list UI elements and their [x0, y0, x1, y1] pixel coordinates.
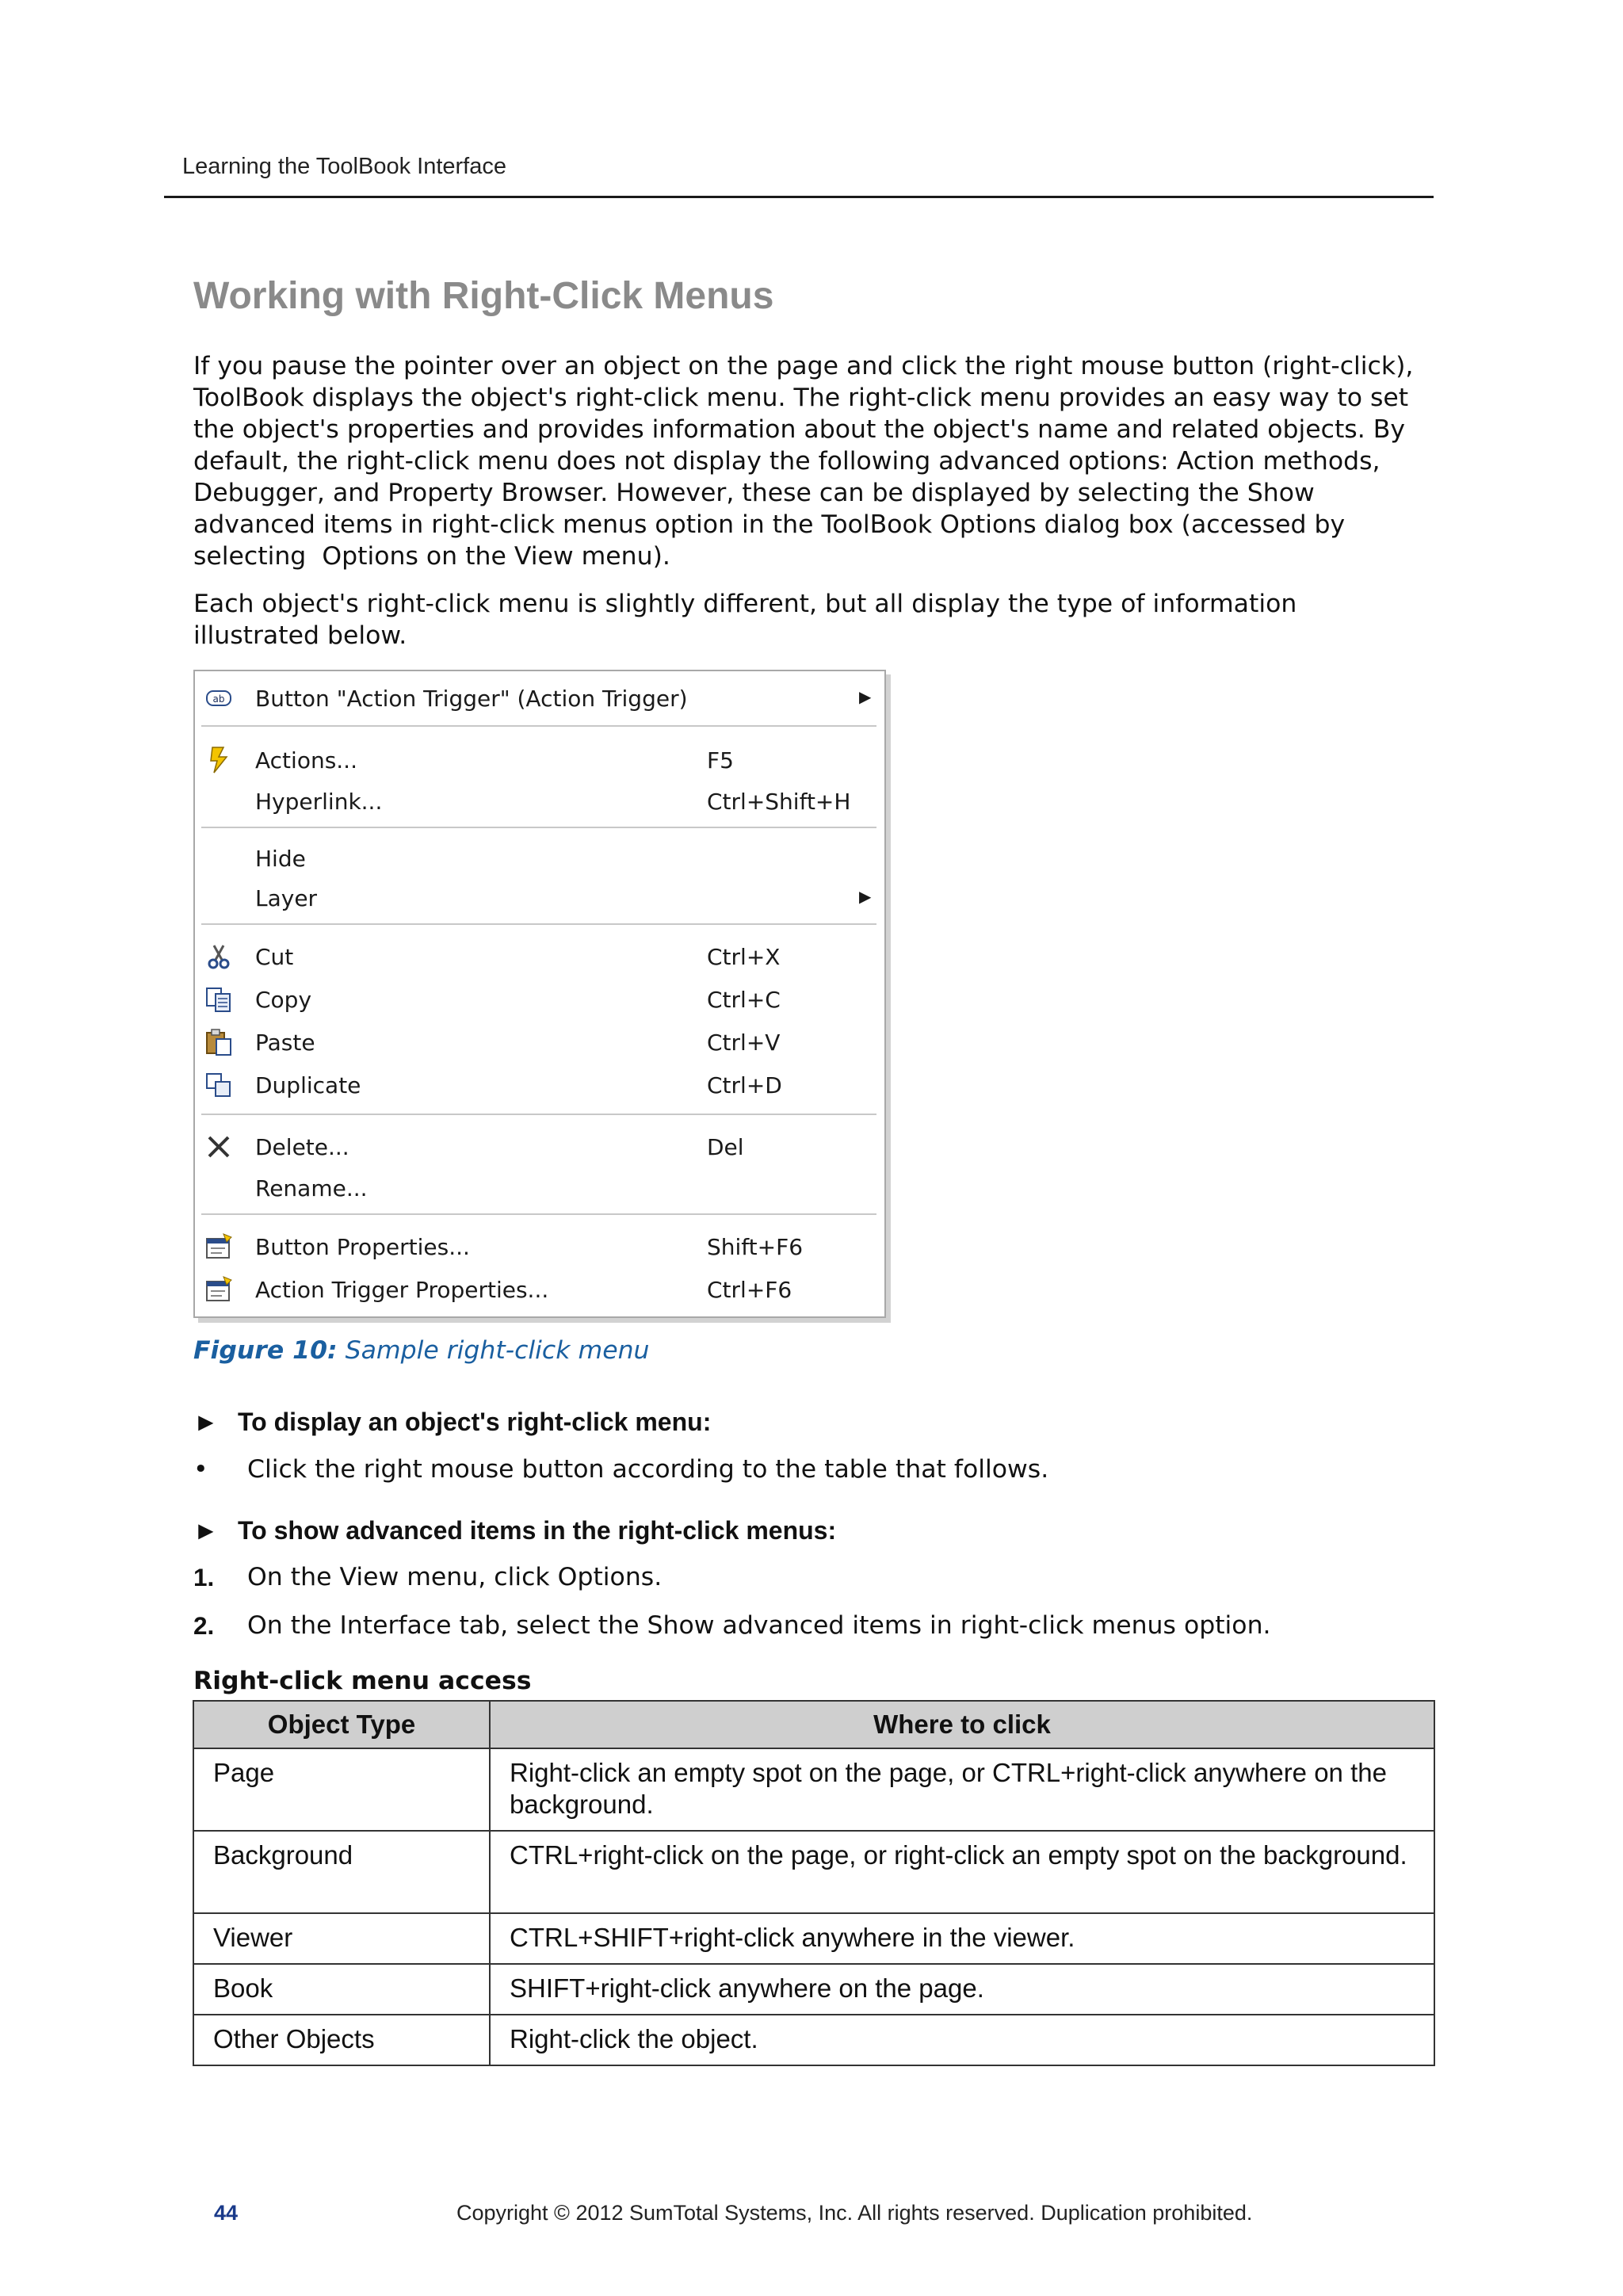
- menu-item-shortcut: Ctrl+X: [707, 944, 781, 970]
- menu-item-button-properties[interactable]: [195, 1228, 884, 1264]
- menu-item-shortcut: Ctrl+C: [707, 987, 781, 1013]
- menu-item-label: Duplicate: [255, 1072, 361, 1098]
- para-line: selecting Options on the View menu).: [193, 542, 670, 571]
- object-type-cell: Book: [193, 1964, 490, 2015]
- procedure-heading-text: To display an object's right-click menu:: [238, 1408, 712, 1436]
- menu-item-delete[interactable]: [195, 1128, 884, 1164]
- menu-item-action-trigger-properties[interactable]: [195, 1270, 884, 1307]
- menu-item-duplicate[interactable]: [195, 1066, 884, 1102]
- procedure-arrow-icon: ►: [193, 1516, 219, 1545]
- object-type-cell: Viewer: [193, 1913, 490, 1964]
- menu-item-label: Actions...: [255, 747, 357, 774]
- menu-item-label: Copy: [255, 987, 312, 1013]
- menu-item-button-action-trigger[interactable]: [195, 679, 884, 716]
- menu-item-label: Hyperlink...: [255, 789, 383, 815]
- object-type-cell: Other Objects: [193, 2015, 490, 2065]
- menu-item-label: Delete...: [255, 1134, 349, 1160]
- where-to-click-cell: Right-click an empty spot on the page, or CTRL+right-click anywhere on the background.: [490, 1748, 1434, 1831]
- menu-item-actions[interactable]: [195, 741, 884, 777]
- para-line: advanced items in right-click menus option in the ToolBook Options dialog box (accessed by: [193, 510, 1346, 539]
- table-caption: Right-click menu access: [193, 1667, 532, 1695]
- menu-separator: [201, 1213, 876, 1215]
- menu-separator: [201, 1114, 876, 1115]
- paste-icon: [204, 1028, 233, 1056]
- submenu-arrow-icon: ▶: [859, 887, 872, 906]
- step-number: 1.: [193, 1563, 215, 1591]
- menu-item-label: Paste: [255, 1030, 315, 1056]
- right-click-access-table: [193, 1700, 1435, 2066]
- table-row: [193, 1913, 1434, 1964]
- para-line: Debugger, and Property Browser. However, these can be displayed by selecting the Show: [193, 479, 1315, 507]
- para-line: the object's properties and provides information about the object's name and related objects. By: [193, 415, 1405, 444]
- copyright-notice: Copyright © 2012 SumTotal Systems, Inc. All rights reserved. Duplication prohibited.: [456, 2201, 1253, 2225]
- menu-separator: [201, 923, 876, 925]
- sample-context-menu: [193, 670, 886, 1318]
- menu-item-shortcut: Shift+F6: [707, 1234, 804, 1260]
- step-text: On the View menu, click Options.: [247, 1563, 663, 1591]
- menu-item-shortcut: Ctrl+Shift+H: [707, 789, 851, 815]
- menu-item-cut[interactable]: [195, 938, 884, 974]
- para-line: If you pause the pointer over an object on the page and click the right mouse button (right-click),: [193, 352, 1414, 380]
- figure-label: Figure 10:: [193, 1336, 338, 1365]
- para-line: ToolBook displays the object's right-click menu. The right-click menu provides an easy way to set: [193, 384, 1409, 412]
- scissors-icon: [204, 942, 233, 971]
- figure-caption-text: Sample right-click menu: [337, 1336, 650, 1365]
- menu-item-label: Cut: [255, 944, 294, 970]
- column-header: Object Type: [193, 1701, 490, 1748]
- menu-item-label: Layer: [255, 885, 318, 911]
- submenu-arrow-icon: ▶: [859, 687, 872, 706]
- procedure-heading-text: To show advanced items in the right-click menus:: [238, 1516, 837, 1545]
- menu-item-rename[interactable]: [195, 1169, 884, 1205]
- para-line: default, the right-click menu does not display the following advanced options: Action methods,: [193, 447, 1381, 476]
- lightning-icon: [204, 746, 233, 774]
- intro-paragraph: [193, 350, 1414, 572]
- procedure-arrow-icon: ►: [193, 1408, 219, 1436]
- menu-item-label: Hide: [255, 846, 306, 872]
- bullet-icon: •: [193, 1455, 208, 1484]
- column-header: Where to click: [490, 1701, 1434, 1748]
- running-header: Learning the ToolBook Interface: [182, 154, 506, 179]
- procedure-heading-display: [193, 1408, 711, 1437]
- menu-item-label: Button "Action Trigger" (Action Trigger): [255, 686, 688, 712]
- step-text: On the Interface tab, select the Show advanced items in right-click menus option.: [247, 1611, 1271, 1640]
- menu-item-label: Button Properties...: [255, 1234, 470, 1260]
- step-number: 2.: [193, 1611, 215, 1640]
- list-item-text: Click the right mouse button according to the table that follows.: [247, 1455, 1049, 1484]
- menu-item-label: Rename...: [255, 1175, 368, 1201]
- where-to-click-cell: Right-click the object.: [490, 2015, 1434, 2065]
- menu-item-hide[interactable]: [195, 839, 884, 876]
- menu-separator: [201, 827, 876, 828]
- object-type-cell: Page: [193, 1748, 490, 1831]
- menu-separator: [201, 725, 876, 727]
- table-row: [193, 1748, 1434, 1831]
- menu-item-copy[interactable]: [195, 980, 884, 1017]
- menu-item-paste[interactable]: [195, 1023, 884, 1060]
- illustration-paragraph: [193, 588, 1414, 651]
- menu-item-shortcut: Ctrl+F6: [707, 1277, 792, 1303]
- menu-item-shortcut: Ctrl+V: [707, 1030, 781, 1056]
- para-line: Each object's right-click menu is slightly different, but all display the type of information: [193, 590, 1297, 618]
- button-ab-icon: [204, 684, 233, 712]
- table-row: [193, 2015, 1434, 2065]
- table-row: [193, 1831, 1434, 1913]
- properties-icon: [204, 1275, 233, 1304]
- menu-item-shortcut: Del: [707, 1134, 744, 1160]
- menu-item-hyperlink[interactable]: [195, 782, 884, 819]
- menu-item-layer[interactable]: [195, 879, 884, 915]
- duplicate-icon: [204, 1071, 233, 1099]
- menu-item-shortcut: Ctrl+D: [707, 1072, 782, 1098]
- menu-item-label: Action Trigger Properties...: [255, 1277, 549, 1303]
- svg-text:ab: ab: [212, 693, 225, 705]
- delete-x-icon: [204, 1133, 233, 1161]
- header-rule: [164, 196, 1434, 198]
- procedure-heading-advanced: [193, 1516, 836, 1545]
- section-title: Working with Right-Click Menus: [193, 275, 774, 317]
- where-to-click-cell: CTRL+right-click on the page, or right-click an empty spot on the background.: [490, 1831, 1434, 1913]
- object-type-cell: Background: [193, 1831, 490, 1913]
- menu-item-shortcut: F5: [707, 747, 734, 774]
- table-header-row: [193, 1701, 1434, 1748]
- properties-icon: [204, 1232, 233, 1261]
- page-number: 44: [214, 2201, 239, 2225]
- para-line: illustrated below.: [193, 621, 407, 650]
- figure-caption: [193, 1336, 650, 1365]
- where-to-click-cell: SHIFT+right-click anywhere on the page.: [490, 1964, 1434, 2015]
- table-row: [193, 1964, 1434, 2015]
- where-to-click-cell: CTRL+SHIFT+right-click anywhere in the viewer.: [490, 1913, 1434, 1964]
- copy-icon: [204, 985, 233, 1014]
